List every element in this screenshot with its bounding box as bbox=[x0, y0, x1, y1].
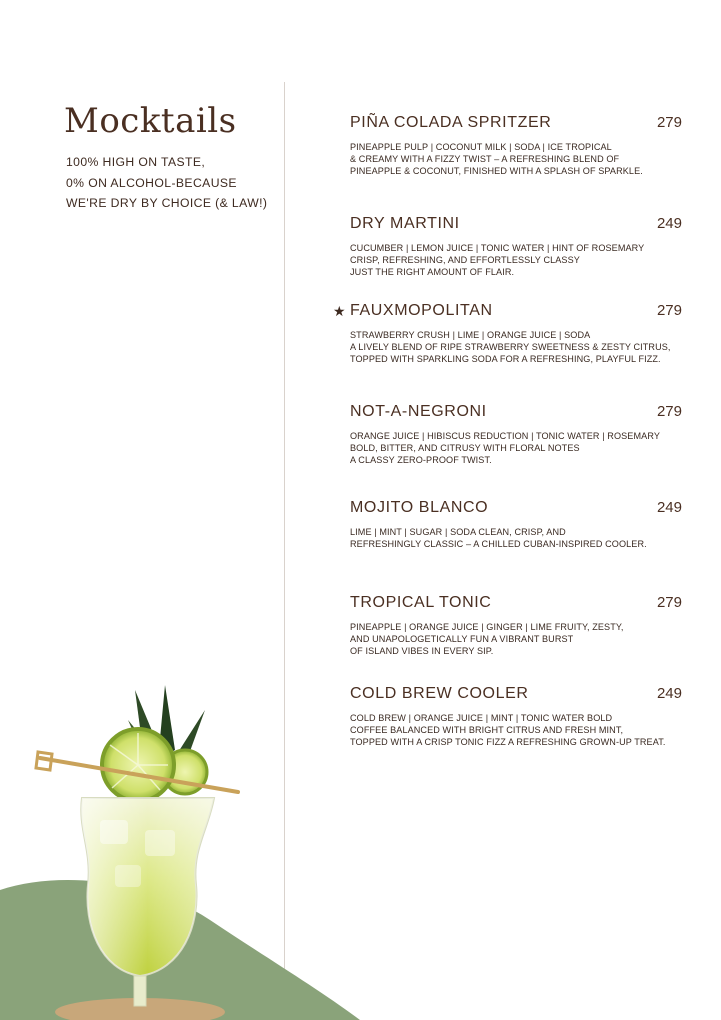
item-description-line: PINEAPPLE PULP | COCONUT MILK | SODA | ICE TROPICAL bbox=[350, 142, 612, 152]
item-description-line: STRAWBERRY CRUSH | LIME | ORANGE JUICE | SODA bbox=[350, 330, 591, 340]
star-icon: ★ bbox=[333, 303, 346, 319]
item-price: 279 bbox=[656, 594, 682, 611]
item-price: 249 bbox=[656, 685, 682, 702]
item-description-line: PINEAPPLE | ORANGE JUICE | GINGER | LIME FRUITY, ZESTY, bbox=[350, 622, 624, 632]
menu-item bbox=[350, 215, 682, 279]
menu-item bbox=[350, 114, 682, 178]
tagline bbox=[66, 152, 286, 214]
item-description-line: JUST THE RIGHT AMOUNT OF FLAIR. bbox=[350, 266, 515, 277]
tagline-line: 0% ON ALCOHOL-BECAUSE bbox=[66, 175, 237, 190]
item-name: NOT-A-NEGRONI bbox=[350, 403, 487, 420]
item-name: FAUXMOPOLITAN bbox=[350, 302, 493, 319]
item-name: TROPICAL TONIC bbox=[350, 594, 492, 611]
item-description-line: ORANGE JUICE | HIBISCUS REDUCTION | TONIC WATER | ROSEMARY bbox=[350, 431, 660, 441]
item-description-line: BOLD, BITTER, AND CITRUSY WITH FLORAL NOTES bbox=[350, 442, 580, 453]
tagline-line: 100% HIGH ON TASTE, bbox=[66, 155, 206, 169]
item-description-line: A LIVELY BLEND OF RIPE STRAWBERRY SWEETNESS & ZESTY CITRUS, bbox=[350, 341, 671, 352]
item-description-line: OF ISLAND VIBES IN EVERY SIP. bbox=[350, 645, 494, 656]
item-description-line: & CREAMY WITH A FIZZY TWIST – A REFRESHING BLEND OF bbox=[350, 153, 620, 164]
mocktail-glass-illustration bbox=[0, 680, 380, 1020]
menu-item bbox=[350, 685, 682, 749]
item-description bbox=[350, 330, 682, 366]
tagline-line: WE'RE DRY BY CHOICE (& LAW!) bbox=[66, 196, 268, 210]
item-price: 279 bbox=[656, 114, 682, 131]
item-description bbox=[350, 142, 682, 178]
item-description-line: CRISP, REFRESHING, AND EFFORTLESSLY CLASSY bbox=[350, 254, 580, 265]
item-name: PIÑA COLADA SPRITZER bbox=[350, 114, 552, 131]
menu-item bbox=[350, 594, 682, 658]
item-description-line: A CLASSY ZERO-PROOF TWIST. bbox=[350, 454, 492, 465]
item-description-line: TOPPED WITH A CRISP TONIC FIZZ A REFRESHING GROWN-UP TREAT. bbox=[350, 736, 666, 747]
item-description bbox=[350, 713, 682, 749]
menu-item-featured bbox=[333, 302, 682, 366]
item-name: MOJITO BLANCO bbox=[350, 499, 489, 516]
menu-item bbox=[350, 403, 682, 467]
item-description bbox=[350, 527, 682, 551]
item-description-line: PINEAPPLE & COCONUT, FINISHED WITH A SPLASH OF SPARKLE. bbox=[350, 165, 643, 176]
item-name: DRY MARTINI bbox=[350, 215, 460, 232]
item-description-line: REFRESHINGLY CLASSIC – A CHILLED CUBAN-INSPIRED COOLER. bbox=[350, 538, 647, 549]
menu-item bbox=[350, 499, 682, 551]
item-description-line: COFFEE BALANCED WITH BRIGHT CITRUS AND FRESH MINT, bbox=[350, 724, 624, 735]
item-name: COLD BREW COOLER bbox=[350, 685, 529, 702]
item-description bbox=[350, 243, 682, 279]
menu-list bbox=[333, 0, 682, 1020]
item-description-line: LIME | MINT | SUGAR | SODA CLEAN, CRISP, AND bbox=[350, 527, 566, 537]
item-description-line: AND UNAPOLOGETICALLY FUN A VIBRANT BURST bbox=[350, 633, 574, 644]
item-price: 249 bbox=[656, 499, 682, 516]
item-description bbox=[350, 622, 682, 658]
item-description bbox=[350, 431, 682, 467]
item-description-line: COLD BREW | ORANGE JUICE | MINT | TONIC WATER BOLD bbox=[350, 713, 613, 723]
item-price: 279 bbox=[656, 403, 682, 420]
item-description-line: TOPPED WITH SPARKLING SODA FOR A REFRESHING, PLAYFUL FIZZ. bbox=[350, 353, 661, 364]
item-description-line: CUCUMBER | LEMON JUICE | TONIC WATER | HINT OF ROSEMARY bbox=[350, 243, 645, 253]
item-price: 249 bbox=[656, 215, 682, 232]
item-price: 279 bbox=[656, 302, 682, 319]
page-title: Mocktails bbox=[64, 101, 237, 141]
